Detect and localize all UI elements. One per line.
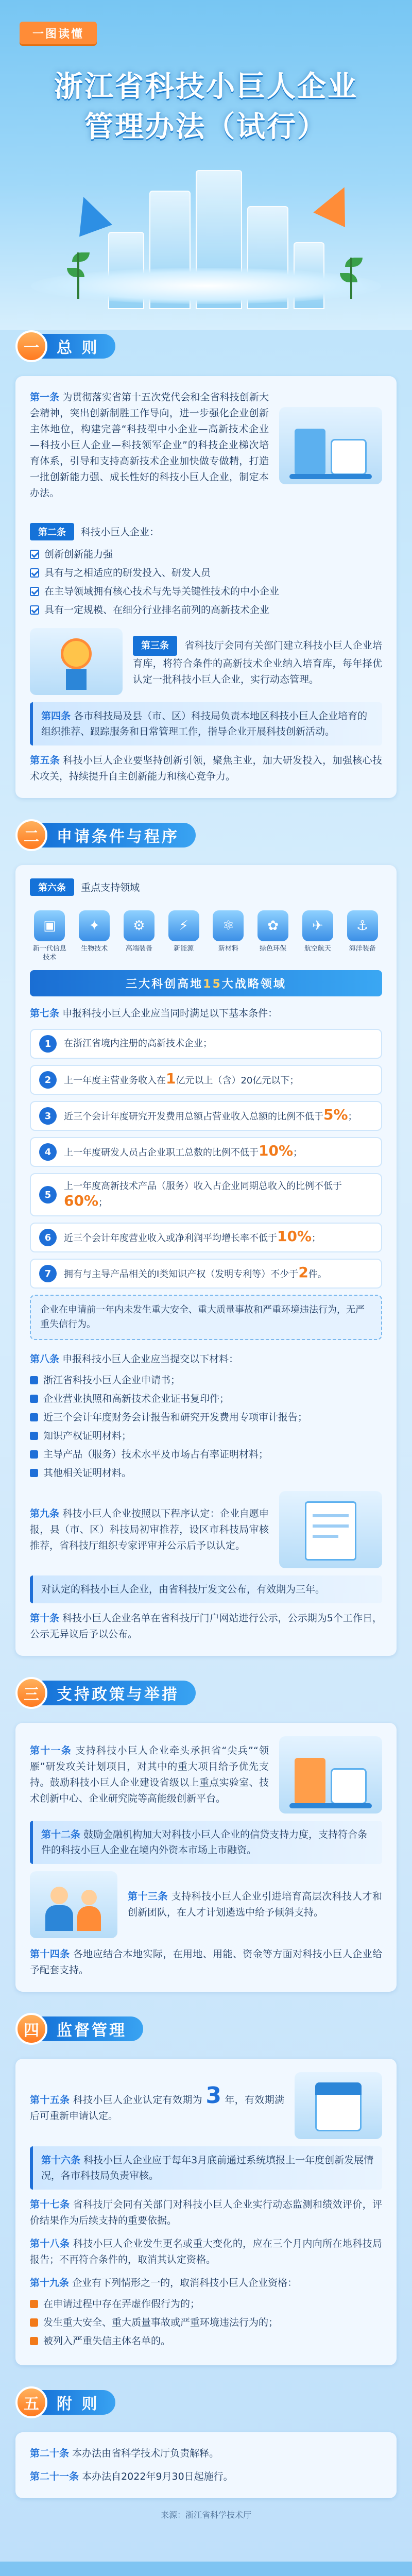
arrow-up-icon bbox=[313, 180, 360, 227]
field-item: ⚛ 新材料 bbox=[209, 910, 248, 962]
check-icon bbox=[30, 568, 39, 578]
article-block: 第四条 各市科技局及县（市、区）科技局负责本地区科技小巨人企业培育的组织推荐、跟踪服务和日常管理工作，指导企业开展科技创新活动。 bbox=[30, 702, 382, 745]
article-block: 第九条 科技小巨人企业按照以下程序认定：企业自愿申报，县（市、区）科技局初审推荐，设区市科技局审核推荐，省科技厅组织专家评审并公示后予以认定。 bbox=[30, 1507, 269, 1551]
condition-item: 1 在浙江省境内注册的高新技术企业； bbox=[30, 1029, 382, 1059]
list-item: 具有一定规模、在细分行业排名前列的高新技术企业 bbox=[30, 602, 382, 618]
section-number: 二 bbox=[15, 819, 47, 851]
article-text: 省科技厅会同有关部门建立科技小巨人企业培育库，将符合条件的高新技术企业纳入培育库，每年择优认定一批科技小巨人企业，实行动态管理。 bbox=[133, 639, 382, 685]
article-block: 第十三条 支持科技小巨人企业引进培育高层次科技人才和创新团队，在人才计划遴选中给予倾斜支持。 bbox=[128, 1891, 382, 1918]
gear-icon: ⚙ bbox=[124, 910, 154, 941]
section-appendix bbox=[15, 2386, 397, 2520]
source-note: 来源：浙江省科学技术厅 bbox=[160, 2510, 251, 2520]
list-item: 浙江省科技小巨人企业申请书； bbox=[30, 1372, 382, 1388]
anchor-icon: ⚓ bbox=[347, 910, 378, 941]
bullet-icon bbox=[30, 1413, 38, 1421]
article-block: 第十五条 科技小巨人企业认定有效期为 3 年，有效期满后可重新申请认定。 bbox=[30, 2082, 284, 2122]
strategy-banner: 三大科创高地15大战略领域 bbox=[30, 970, 382, 996]
field-icons bbox=[30, 910, 382, 962]
section-number: 三 bbox=[15, 1677, 47, 1709]
article-block: 第十六条 科技小巨人企业应于每年3月底前通过系统填报上一年度创新发展情况，各市科技局负责审核。 bbox=[30, 2146, 382, 2190]
bullet-icon bbox=[30, 2300, 38, 2308]
building-illustration bbox=[279, 407, 382, 484]
bullet-icon bbox=[30, 1469, 38, 1477]
field-item: ⚙ 高端装备 bbox=[119, 910, 159, 962]
document-illustration bbox=[279, 1491, 382, 1568]
condition-item: 3 近三个会计年度研究开发费用总额占营业收入总额的比例不低于5%； bbox=[30, 1101, 382, 1131]
list-item: 在主导领域拥有核心技术与先导关键性技术的中小企业 bbox=[30, 584, 382, 599]
people-illustration bbox=[30, 1871, 117, 1938]
article-text: 科技小巨人企业： bbox=[81, 527, 160, 538]
bullet-icon bbox=[30, 2318, 38, 2327]
section-card bbox=[15, 1723, 397, 1992]
check-icon bbox=[30, 550, 39, 559]
article-block: 第十二条 鼓励金融机构加大对科技小巨人企业的信贷支持力度，支持符合条件的科技小巨人企业在境内外资本市场上市融资。 bbox=[30, 1821, 382, 1864]
chip-icon: ▣ bbox=[34, 910, 65, 941]
article-text: 重点支持领域 bbox=[81, 882, 140, 893]
hero-header bbox=[0, 0, 412, 330]
article-block: 第二十一条 本办法自2022年9月30日起施行。 bbox=[30, 2471, 233, 2482]
list-item: 知识产权证明材料； bbox=[30, 1428, 382, 1444]
article-block: 第十四条 各地应结合本地实际，在用地、用能、资金等方面对科技小巨人企业给予配套支持。 bbox=[30, 1948, 382, 1976]
check-icon bbox=[30, 587, 39, 596]
condition-item: 5 上一年度高新技术产品（服务）收入占企业同期总收入的比例不低于60%； bbox=[30, 1173, 382, 1216]
list-item: 在申请过程中存在弄虚作假行为的； bbox=[30, 2296, 382, 2312]
validity-years: 3 bbox=[205, 2082, 221, 2109]
section-title: 附 则 bbox=[37, 2390, 115, 2415]
field-item: ✦ 生物技术 bbox=[75, 910, 114, 962]
section-number: 一 bbox=[15, 330, 47, 362]
page-title bbox=[36, 67, 376, 147]
section-card bbox=[15, 865, 397, 1656]
arrow-up-icon bbox=[67, 191, 112, 236]
atom-icon: ⚛ bbox=[213, 910, 244, 941]
bullet-icon bbox=[30, 2337, 38, 2345]
article-label: 第二条 bbox=[30, 523, 74, 540]
field-item: ▣ 新一代信息技术 bbox=[30, 910, 70, 962]
section-header bbox=[15, 819, 397, 852]
lightning-icon: ⚡ bbox=[168, 910, 199, 941]
lab-illustration bbox=[279, 1736, 382, 1814]
field-item: ⚡ 新能源 bbox=[164, 910, 203, 962]
check-icon bbox=[30, 605, 39, 615]
plant-icon bbox=[340, 242, 364, 299]
highlight-band: 对认定的科技小巨人企业，由省科技厅发文公布，有效期为三年。 bbox=[30, 1575, 382, 1603]
article-block: 第五条 科技小巨人企业要坚持创新引领，聚焦主业，加大研发投入，加强核心技术攻关，持续提升自主创新能力和核心竞争力。 bbox=[30, 755, 382, 782]
article-block: 第十七条 省科技厅会同有关部门对科技小巨人企业实行动态监测和绩效评价，评价结果作为后续支持的重要依据。 bbox=[30, 2199, 382, 2226]
title-line-2: 管理办法（试行） bbox=[84, 110, 328, 144]
section-card bbox=[15, 376, 397, 798]
section-header bbox=[15, 2386, 397, 2419]
article-label: 第三条 bbox=[133, 636, 177, 656]
plant-icon bbox=[67, 242, 91, 299]
field-item: ✈ 航空航天 bbox=[298, 910, 338, 962]
note-box: 企业在申请前一年内未发生重大安全、重大质量事故和严重环境违法行为，无严重失信行为。 bbox=[30, 1295, 382, 1340]
city-illustration bbox=[0, 160, 412, 309]
condition-item: 2 上一年度主营业务收入在1亿元以上（含）20亿元以下； bbox=[30, 1065, 382, 1095]
list-item: 主导产品（服务）技术水平及市场占有率证明材料； bbox=[30, 1447, 382, 1462]
field-item: ✿ 绿色环保 bbox=[253, 910, 293, 962]
article-label: 第一条 bbox=[30, 392, 60, 403]
calendar-illustration bbox=[295, 2072, 382, 2139]
section-support bbox=[15, 1676, 397, 1992]
article-block: 第十八条 科技小巨人企业发生更名或重大变化的，应在三个月内向所在地科技局报告；不再符合条件的，取消其认定资格。 bbox=[30, 2238, 382, 2265]
bullet-icon bbox=[30, 1432, 38, 1440]
bullet-icon bbox=[30, 1395, 38, 1403]
list-item: 创新创新能力强 bbox=[30, 547, 382, 562]
list-item: 被列入严重失信主体名单的。 bbox=[30, 2333, 382, 2349]
field-item: ⚓ 海洋装备 bbox=[342, 910, 382, 962]
condition-item: 4 上一年度研发人员占企业职工总数的比例不低于10%； bbox=[30, 1137, 382, 1167]
article-block: 第八条 申报科技小巨人企业应当提交以下材料： bbox=[30, 1353, 239, 1365]
section-title: 申请条件与程序 bbox=[37, 823, 196, 848]
section-header bbox=[15, 2012, 397, 2045]
section-general bbox=[15, 330, 397, 798]
section-number: 五 bbox=[15, 2386, 47, 2418]
article-block: 第十九条 企业有下列情形之一的，取消科技小巨人企业资格： bbox=[30, 2277, 298, 2289]
section-card bbox=[15, 2432, 397, 2498]
condition-item: 6 近三个会计年度营业收入或净利润平均增长率不低于10%； bbox=[30, 1223, 382, 1252]
award-illustration bbox=[30, 628, 123, 695]
article-text: 为贯彻落实省第十五次党代会和全省科技创新大会精神，突出创新制胜工作导向，进一步强化企业创新主体地位，构建完善“科技型中小企业—高新技术企业—科技小巨人企业—科技领军企业”的科技企业梯次培育体系，引导和支持高新技术企业加快做专做精，打造一批创新能力强、成长性好的科技小巨人企业，制定本办法。 bbox=[30, 392, 269, 499]
header-tag: 一图读懂 bbox=[20, 22, 97, 44]
list-item: 具有与之相适应的研发投入、研发人员 bbox=[30, 565, 382, 581]
section-supervision bbox=[15, 2012, 397, 2365]
section-header bbox=[15, 1676, 397, 1709]
list-item: 发生重大安全、重大质量事故或严重环境违法行为的； bbox=[30, 2315, 382, 2330]
section-title: 监督管理 bbox=[37, 2016, 143, 2041]
section-card bbox=[15, 2059, 397, 2365]
section-number: 四 bbox=[15, 2013, 47, 2045]
section-title: 总 则 bbox=[37, 334, 115, 359]
article-block: 第七条 申报科技小巨人企业应当同时满足以下基本条件： bbox=[30, 1008, 278, 1019]
article-block: 第十一条 支持科技小巨人企业牵头承担省“尖兵”“领雁”研发攻关计划项目，对其中的重大项目给予优先支持。鼓励科技小巨人企业建设省级以上重点实验室、技术创新中心、企业研究院等高能级创新平台。 bbox=[30, 1745, 269, 1804]
condition-item: 7 拥有与主导产品相关的I类知识产权（发明专利等）不少于2件。 bbox=[30, 1259, 382, 1289]
title-line-1: 浙江省科技小巨人企业 bbox=[54, 70, 358, 104]
article-block: 第十条 科技小巨人企业名单在省科技厅门户网站进行公示，公示期为5个工作日，公示无异议后予以公布。 bbox=[30, 1613, 382, 1640]
article-label: 第六条 bbox=[30, 878, 74, 896]
list-item: 企业营业执照和高新技术企业证书复印件； bbox=[30, 1391, 382, 1406]
leaf-icon: ✿ bbox=[258, 910, 288, 941]
dna-icon: ✦ bbox=[79, 910, 110, 941]
bullet-icon bbox=[30, 1450, 38, 1459]
bullet-icon bbox=[30, 1376, 38, 1384]
article-block: 第二十条 本办法由省科学技术厅负责解释。 bbox=[30, 2448, 219, 2459]
list-item: 其他相关证明材料。 bbox=[30, 1465, 382, 1481]
plane-icon: ✈ bbox=[302, 910, 333, 941]
section-title: 支持政策与举措 bbox=[37, 1681, 196, 1705]
section-conditions bbox=[15, 819, 397, 1656]
section-header bbox=[15, 330, 397, 363]
list-item: 近三个会计年度财务会计报告和研究开发费用专项审计报告； bbox=[30, 1410, 382, 1425]
